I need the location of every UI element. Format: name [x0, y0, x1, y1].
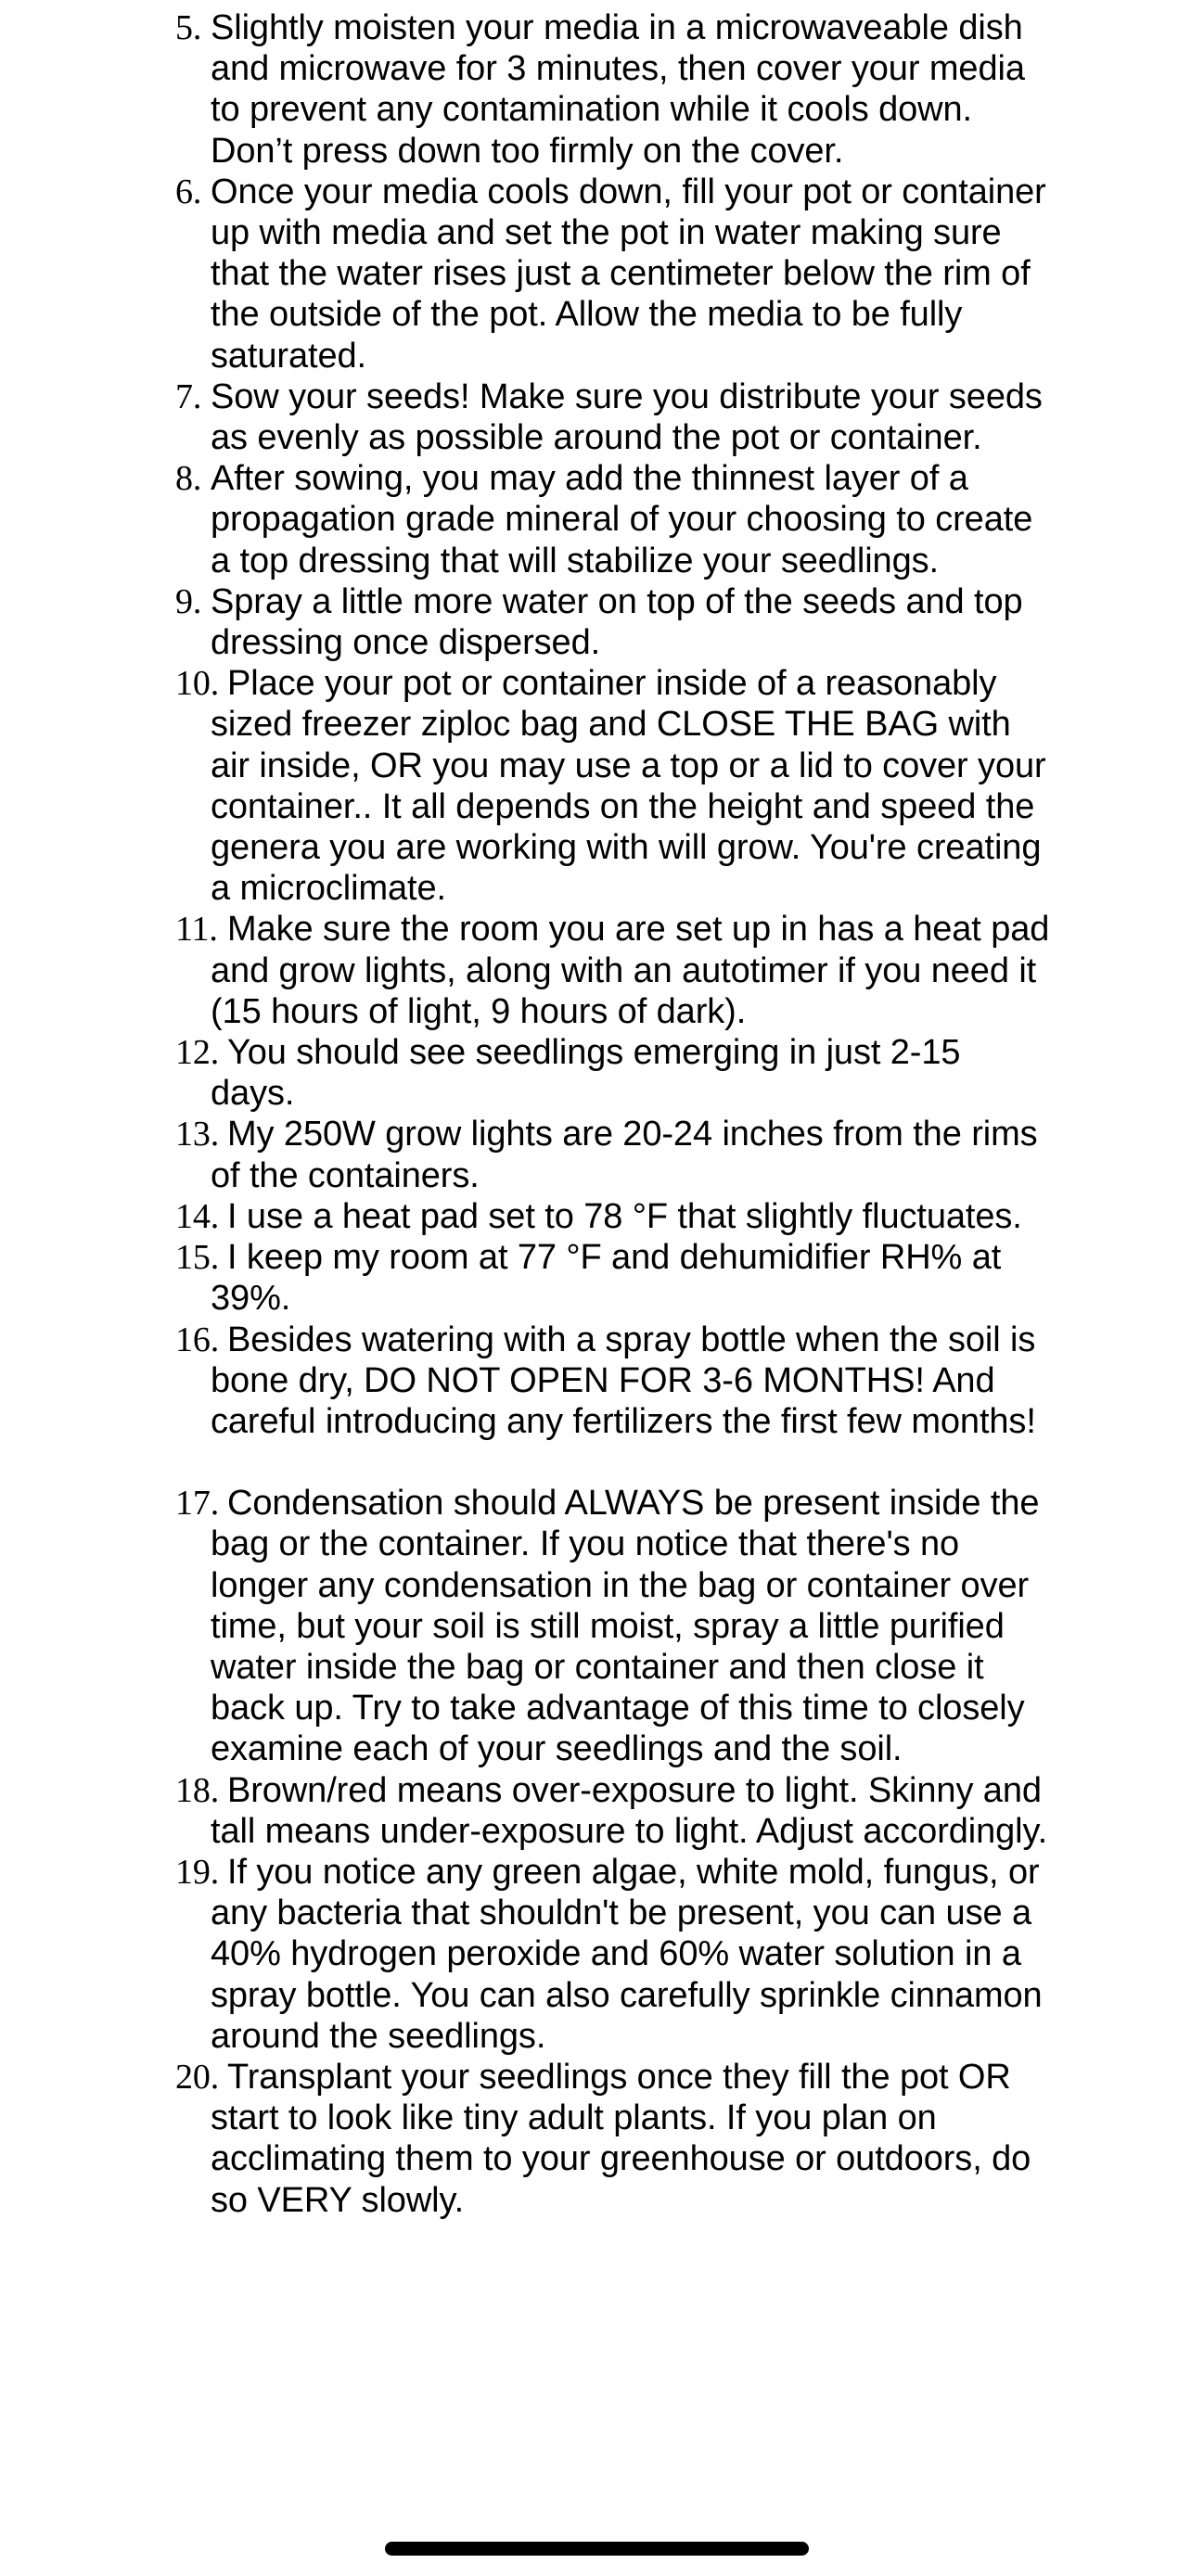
list-item	[0, 458, 1191, 581]
step-text: You should see seedlings emerging in just 2-15 days.	[211, 1033, 961, 1114]
list-item	[0, 7, 1191, 172]
home-indicator-bar[interactable]	[385, 2542, 809, 2556]
step-number: 13.	[175, 1115, 220, 1154]
list-item	[0, 2057, 1191, 2221]
list-item	[0, 1852, 1191, 2057]
step-number: 6.	[175, 172, 202, 211]
step-text: Spray a little more water on top of the seeds and top dressing once dispersed.	[211, 581, 1023, 663]
step-number: 10.	[175, 664, 220, 704]
list-item	[0, 1032, 1191, 1114]
step-number: 5.	[175, 8, 202, 47]
step-text: My 250W grow lights are 20-24 inches from the rims of the containers.	[211, 1115, 1038, 1195]
list-item	[0, 1237, 1191, 1319]
step-text: Sow your seeds! Make sure you distribute your seeds as evenly as possible around the pot or container.	[211, 376, 1043, 458]
step-text: Place your pot or container inside of a reasonably sized freezer ziploc bag and CLOSE THE BAG with air inside, OR you may use a top or a lid to cover your container.. It all depends on the height and speed the genera you are working with will grow. You're creating a microclimate.	[211, 664, 1046, 909]
step-number: 14.	[175, 1196, 220, 1236]
list-item	[0, 172, 1191, 376]
instruction-list	[0, 7, 1191, 2221]
step-text: After sowing, you may add the thinnest layer of a propagation grade mineral of your choosing to create a top dressing that will stabilize your seedlings.	[211, 459, 1033, 580]
list-item	[0, 909, 1191, 1032]
step-number: 8.	[175, 459, 202, 499]
step-text: Slightly moisten your media in a microwaveable dish and microwave for 3 minutes, then cover your media to prevent any contamination while it cools down. Don’t press down too firmly on the cover.	[211, 8, 1025, 171]
list-item	[0, 663, 1191, 909]
list-item	[0, 376, 1191, 458]
list-item	[0, 1483, 1191, 1769]
step-text: I keep my room at 77 °F and dehumidifier RH% at 39%.	[211, 1238, 1002, 1319]
step-number: 7.	[175, 376, 202, 416]
list-item	[0, 1770, 1191, 1852]
step-text: Condensation should ALWAYS be present inside the bag or the container. If you notice that there's no longer any condensation in the bag or container over time, but your soil is still moist, spray a little purified water inside the bag or container and then close it back up. Try to take advantage of this time to closely examine each of your seedlings and the soil.	[211, 1484, 1040, 1769]
step-number: 19.	[175, 1852, 220, 1892]
step-text: Besides watering with a spray bottle when the soil is bone dry, DO NOT OPEN FOR 3-6 MONTHS! And careful introducing any fertilizers the first few months!	[211, 1320, 1036, 1441]
step-number: 9.	[175, 581, 202, 621]
step-number: 17.	[175, 1484, 220, 1524]
list-item	[0, 1320, 1191, 1443]
list-item	[0, 1196, 1191, 1237]
step-number: 16.	[175, 1320, 220, 1359]
step-number: 18.	[175, 1770, 220, 1810]
step-text: Transplant your seedlings once they fill the pot OR start to look like tiny adult plants. If you plan on acclimating them to your greenhouse or outdoors, do so VERY slowly.	[211, 2057, 1031, 2220]
step-number: 20.	[175, 2057, 220, 2097]
step-text: If you notice any green algae, white mold, fungus, or any bacteria that shouldn't be present, you can use a 40% hydrogen peroxide and 60% water solution in a spray bottle. You can also carefully sprinkle cinnamon around the seedlings.	[211, 1852, 1043, 2056]
step-number: 11.	[175, 910, 218, 950]
step-text: Once your media cools down, fill your pot or container up with media and set the pot in water making sure that the water rises just a centimeter below the rim of the outside of the pot. Allow the media to be fully saturated.	[211, 172, 1046, 376]
list-item	[0, 1114, 1191, 1195]
step-text: I use a heat pad set to 78 °F that slightly fluctuates.	[227, 1196, 1022, 1236]
step-number: 15.	[175, 1238, 220, 1278]
step-text: Brown/red means over-exposure to light. Skinny and tall means under-exposure to light. Adjust accordingly.	[211, 1770, 1048, 1851]
step-text: Make sure the room you are set up in has a heat pad and grow lights, along with an autotimer if you need it (15 hours of light, 9 hours of dark).	[211, 910, 1050, 1031]
list-item	[0, 581, 1191, 663]
step-number: 12.	[175, 1033, 220, 1073]
